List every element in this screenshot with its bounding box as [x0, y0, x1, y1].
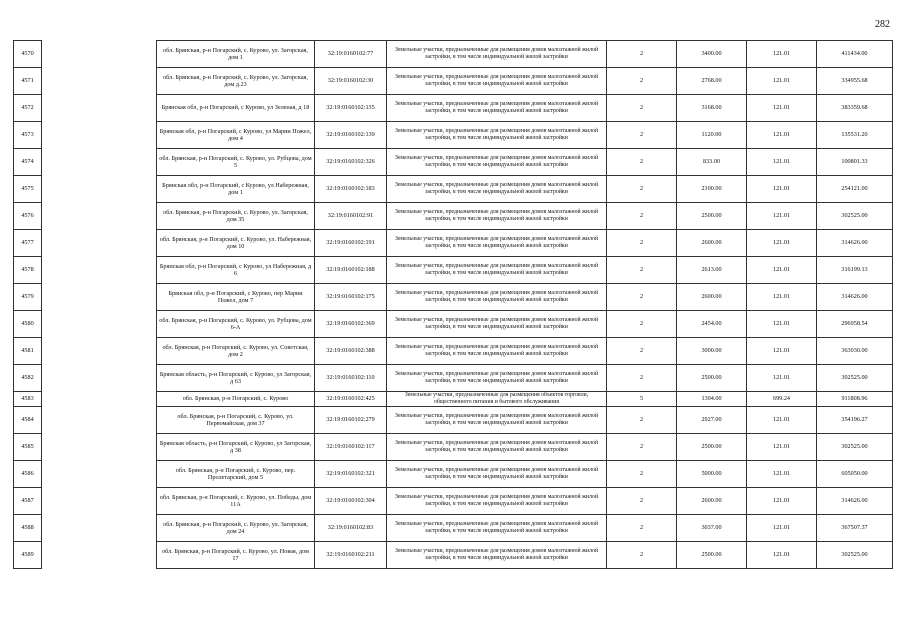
cadastral-number-cell: 32:19:0160102:191: [315, 230, 387, 257]
table-row: [14, 257, 893, 284]
area-cell: 3400.00: [677, 41, 747, 68]
cadastral-number-cell: 32:19:0160102:77: [315, 41, 387, 68]
cadastral-number-cell: 32:19:0160102:91: [315, 203, 387, 230]
specific-value-cell: 121.01: [747, 365, 817, 392]
cadastral-value-cell: 334955.68: [817, 68, 893, 95]
cadastral-number-cell: 32:19:0160102:211: [315, 542, 387, 569]
area-cell: 2768.00: [677, 68, 747, 95]
spacer-cell: [42, 515, 157, 542]
land-use-cell: Земельные участки, предназначенные для размещения домов малоэтажной жилой застройки, в том числе индивидуальной жилой застройки: [387, 149, 607, 176]
land-use-cell: Земельные участки, предназначенные для размещения домов малоэтажной жилой застройки, в том числе индивидуальной жилой застройки: [387, 284, 607, 311]
row-number-cell: 4576: [14, 203, 42, 230]
table-row: [14, 122, 893, 149]
group-cell: 2: [607, 488, 677, 515]
address-cell: Брянская обл, р-н Погарский, с Курово, пер Марии Пожел, дом 7: [157, 284, 315, 311]
specific-value-cell: 121.01: [747, 68, 817, 95]
area-cell: 2927.00: [677, 407, 747, 434]
group-cell: 2: [607, 338, 677, 365]
land-use-cell: Земельные участки, предназначенные для размещения домов малоэтажной жилой застройки, в том числе индивидуальной жилой застройки: [387, 203, 607, 230]
address-cell: Брянская обл, р-н Погарский, с Курово, ул Марии Пожел, дом 4: [157, 122, 315, 149]
spacer-cell: [42, 338, 157, 365]
address-cell: обл. Брянская, р-н Погарский, с. Курово, ул. Загорская, дом 1: [157, 41, 315, 68]
area-cell: 2600.00: [677, 488, 747, 515]
row-number-cell: 4570: [14, 41, 42, 68]
spacer-cell: [42, 122, 157, 149]
address-cell: обл. Брянская, р-н Погарский, с. Курово, ул. Рубцова, дом 5: [157, 149, 315, 176]
address-cell: Брянская обл, р-н Погарский, с Курово, ул Набережная, д 6: [157, 257, 315, 284]
spacer-cell: [42, 41, 157, 68]
area-cell: 3037.00: [677, 515, 747, 542]
area-cell: 3168.00: [677, 95, 747, 122]
spacer-cell: [42, 203, 157, 230]
group-cell: 2: [607, 257, 677, 284]
cadastral-number-cell: 32:19:0160102:139: [315, 122, 387, 149]
cadastral-number-cell: 32:19:0160102:369: [315, 311, 387, 338]
spacer-cell: [42, 176, 157, 203]
table-row: [14, 203, 893, 230]
row-number-cell: 4574: [14, 149, 42, 176]
row-number-cell: 4575: [14, 176, 42, 203]
cadastral-number-cell: 32:19:0160102:279: [315, 407, 387, 434]
table-row: [14, 176, 893, 203]
group-cell: 2: [607, 407, 677, 434]
land-use-cell: Земельные участки, предназначенные для размещения домов малоэтажной жилой застройки, в том числе индивидуальной жилой застройки: [387, 230, 607, 257]
spacer-cell: [42, 257, 157, 284]
table-row: [14, 41, 893, 68]
row-number-cell: 4585: [14, 434, 42, 461]
group-cell: 2: [607, 515, 677, 542]
row-number-cell: 4580: [14, 311, 42, 338]
table-row: [14, 515, 893, 542]
table-row: [14, 68, 893, 95]
area-cell: 2500.00: [677, 434, 747, 461]
area-cell: 5000.00: [677, 461, 747, 488]
specific-value-cell: 699.24: [747, 392, 817, 407]
cadastral-number-cell: 32:19:0160102:175: [315, 284, 387, 311]
spacer-cell: [42, 284, 157, 311]
address-cell: обл. Брянская, р-н Погарский, с. Курово, ул. Первомайская, дом 37: [157, 407, 315, 434]
cadastral-value-cell: 254121.00: [817, 176, 893, 203]
address-cell: обл. Брянская, р-н Погарский, с. Курово, ул. Загорская, дом 24: [157, 515, 315, 542]
group-cell: 2: [607, 230, 677, 257]
cadastral-number-cell: 32:19:0160102:110: [315, 365, 387, 392]
row-number-cell: 4571: [14, 68, 42, 95]
land-use-cell: Земельные участки, предназначенные для размещения объектов торговли, общественного питания и бытового обслуживания: [387, 392, 607, 407]
spacer-cell: [42, 365, 157, 392]
cadastral-value-cell: 314626.00: [817, 488, 893, 515]
cadastral-number-cell: 32:19:0160102:135: [315, 95, 387, 122]
specific-value-cell: 121.01: [747, 203, 817, 230]
cadastral-number-cell: 32:19:0160102:304: [315, 488, 387, 515]
table-body: [14, 41, 893, 569]
table-row: [14, 149, 893, 176]
cadastral-value-cell: 314626.00: [817, 284, 893, 311]
spacer-cell: [42, 542, 157, 569]
row-number-cell: 4577: [14, 230, 42, 257]
table-row: [14, 230, 893, 257]
row-number-cell: 4584: [14, 407, 42, 434]
table-row: [14, 407, 893, 434]
specific-value-cell: 121.01: [747, 338, 817, 365]
spacer-cell: [42, 461, 157, 488]
cadastral-number-cell: 32:19:0160102:326: [315, 149, 387, 176]
cadastral-value-table: [13, 40, 893, 569]
area-cell: 1120.00: [677, 122, 747, 149]
row-number-cell: 4583: [14, 392, 42, 407]
address-cell: обл. Брянская, р-н Погарский, с. Курово, ул. Набережная, дом 10: [157, 230, 315, 257]
specific-value-cell: 121.01: [747, 41, 817, 68]
specific-value-cell: 121.01: [747, 488, 817, 515]
specific-value-cell: 121.01: [747, 434, 817, 461]
address-cell: обл. Брянская, р-н Погарский, с. Курово, ул. Новая, дом 17: [157, 542, 315, 569]
row-number-cell: 4589: [14, 542, 42, 569]
specific-value-cell: 121.01: [747, 122, 817, 149]
table-row: [14, 284, 893, 311]
group-cell: 2: [607, 542, 677, 569]
land-use-cell: Земельные участки, предназначенные для размещения домов малоэтажной жилой застройки, в том числе индивидуальной жилой застройки: [387, 176, 607, 203]
spacer-cell: [42, 311, 157, 338]
table-row: [14, 95, 893, 122]
area-cell: 2600.00: [677, 284, 747, 311]
cadastral-value-cell: 316199.13: [817, 257, 893, 284]
cadastral-value-cell: 411434.00: [817, 41, 893, 68]
area-cell: 3000.00: [677, 338, 747, 365]
group-cell: 2: [607, 41, 677, 68]
area-cell: 833.00: [677, 149, 747, 176]
cadastral-value-cell: 383359.68: [817, 95, 893, 122]
specific-value-cell: 121.01: [747, 407, 817, 434]
address-cell: Брянская обл, р-н Погарский, с Курово, ул Набережная, дом 1: [157, 176, 315, 203]
group-cell: 5: [607, 392, 677, 407]
cadastral-number-cell: 32:19:0160102:425: [315, 392, 387, 407]
specific-value-cell: 121.01: [747, 176, 817, 203]
row-number-cell: 4588: [14, 515, 42, 542]
land-use-cell: Земельные участки, предназначенные для размещения домов малоэтажной жилой застройки, в том числе индивидуальной жилой застройки: [387, 338, 607, 365]
address-cell: Брянская область, р-н Погарский, с Курово, ул Загорская, д 63: [157, 365, 315, 392]
address-cell: обл. Брянская, р-н Погарский, с. Курово, пер. Пролетарский, дом 5: [157, 461, 315, 488]
land-use-cell: Земельные участки, предназначенные для размещения домов малоэтажной жилой застройки, в том числе индивидуальной жилой застройки: [387, 461, 607, 488]
row-number-cell: 4581: [14, 338, 42, 365]
row-number-cell: 4579: [14, 284, 42, 311]
cadastral-value-cell: 354196.27: [817, 407, 893, 434]
address-cell: обл. Брянская, р-н Погарский, с. Курово: [157, 392, 315, 407]
cadastral-value-cell: 135531.20: [817, 122, 893, 149]
table-row: [14, 542, 893, 569]
specific-value-cell: 121.01: [747, 515, 817, 542]
group-cell: 2: [607, 95, 677, 122]
table-row: [14, 365, 893, 392]
row-number-cell: 4586: [14, 461, 42, 488]
address-cell: обл. Брянская, р-н Погарский, с. Курово, ул. Загорская, дом 35: [157, 203, 315, 230]
area-cell: 2613.00: [677, 257, 747, 284]
table-row: [14, 311, 893, 338]
cadastral-number-cell: 32:19:0160102:388: [315, 338, 387, 365]
specific-value-cell: 121.01: [747, 542, 817, 569]
cadastral-value-cell: 367507.37: [817, 515, 893, 542]
land-use-cell: Земельные участки, предназначенные для размещения домов малоэтажной жилой застройки, в том числе индивидуальной жилой застройки: [387, 542, 607, 569]
cadastral-number-cell: 32:19:0160102:117: [315, 434, 387, 461]
address-cell: обл. Брянская, р-н Погарский, с. Курово, ул. Победы, дом 11А: [157, 488, 315, 515]
area-cell: 2454.00: [677, 311, 747, 338]
cadastral-value-cell: 302525.00: [817, 542, 893, 569]
group-cell: 2: [607, 149, 677, 176]
row-number-cell: 4587: [14, 488, 42, 515]
spacer-cell: [42, 68, 157, 95]
land-use-cell: Земельные участки, предназначенные для размещения домов малоэтажной жилой застройки, в том числе индивидуальной жилой застройки: [387, 365, 607, 392]
row-number-cell: 4572: [14, 95, 42, 122]
spacer-cell: [42, 488, 157, 515]
cadastral-value-cell: 302525.00: [817, 203, 893, 230]
group-cell: 2: [607, 122, 677, 149]
table-row: [14, 461, 893, 488]
group-cell: 2: [607, 68, 677, 95]
cadastral-value-cell: 302525.00: [817, 434, 893, 461]
row-number-cell: 4582: [14, 365, 42, 392]
row-number-cell: 4573: [14, 122, 42, 149]
land-use-cell: Земельные участки, предназначенные для размещения домов малоэтажной жилой застройки, в том числе индивидуальной жилой застройки: [387, 488, 607, 515]
cadastral-value-cell: 302525.00: [817, 365, 893, 392]
specific-value-cell: 121.01: [747, 284, 817, 311]
area-cell: 2500.00: [677, 203, 747, 230]
address-cell: Брянская область, р-н Погарский, с Курово, ул Загорская, д 38: [157, 434, 315, 461]
specific-value-cell: 121.01: [747, 257, 817, 284]
land-use-cell: Земельные участки, предназначенные для размещения домов малоэтажной жилой застройки, в том числе индивидуальной жилой застройки: [387, 41, 607, 68]
land-use-cell: Земельные участки, предназначенные для размещения домов малоэтажной жилой застройки, в том числе индивидуальной жилой застройки: [387, 95, 607, 122]
table-row: [14, 392, 893, 407]
cadastral-number-cell: 32:19:0160102:83: [315, 515, 387, 542]
spacer-cell: [42, 230, 157, 257]
specific-value-cell: 121.01: [747, 311, 817, 338]
group-cell: 2: [607, 365, 677, 392]
area-cell: 2100.00: [677, 176, 747, 203]
cadastral-number-cell: 32:19:0160102:321: [315, 461, 387, 488]
land-use-cell: Земельные участки, предназначенные для размещения домов малоэтажной жилой застройки, в том числе индивидуальной жилой застройки: [387, 122, 607, 149]
cadastral-number-cell: 32:19:0160102:30: [315, 68, 387, 95]
cadastral-value-cell: 314626.00: [817, 230, 893, 257]
group-cell: 2: [607, 311, 677, 338]
land-use-cell: Земельные участки, предназначенные для размещения домов малоэтажной жилой застройки, в том числе индивидуальной жилой застройки: [387, 68, 607, 95]
specific-value-cell: 121.01: [747, 95, 817, 122]
cadastral-value-cell: 100801.33: [817, 149, 893, 176]
cadastral-value-cell: 605050.00: [817, 461, 893, 488]
cadastral-value-cell: 911808.96: [817, 392, 893, 407]
row-number-cell: 4578: [14, 257, 42, 284]
cadastral-value-cell: 363030.00: [817, 338, 893, 365]
specific-value-cell: 121.01: [747, 230, 817, 257]
address-cell: Брянская обл, р-н Погарский, с Курово, ул Зеленая, д 18: [157, 95, 315, 122]
cadastral-value-cell: 296958.54: [817, 311, 893, 338]
land-use-cell: Земельные участки, предназначенные для размещения домов малоэтажной жилой застройки, в том числе индивидуальной жилой застройки: [387, 434, 607, 461]
address-cell: обл. Брянская, р-н Погарский, с. Курово, ул. Загорская, дом д.23: [157, 68, 315, 95]
land-use-cell: Земельные участки, предназначенные для размещения домов малоэтажной жилой застройки, в том числе индивидуальной жилой застройки: [387, 257, 607, 284]
spacer-cell: [42, 149, 157, 176]
spacer-cell: [42, 392, 157, 407]
cadastral-number-cell: 32:19:0160102:183: [315, 176, 387, 203]
area-cell: 2500.00: [677, 365, 747, 392]
land-use-cell: Земельные участки, предназначенные для размещения домов малоэтажной жилой застройки, в том числе индивидуальной жилой застройки: [387, 311, 607, 338]
area-cell: 2500.00: [677, 542, 747, 569]
specific-value-cell: 121.01: [747, 149, 817, 176]
group-cell: 2: [607, 176, 677, 203]
table-row: [14, 488, 893, 515]
spacer-cell: [42, 95, 157, 122]
address-cell: обл. Брянская, р-н Погарский, с. Курово, ул. Рубцова, дом 6-А: [157, 311, 315, 338]
page-number: 282: [875, 19, 890, 30]
cadastral-number-cell: 32:19:0160102:188: [315, 257, 387, 284]
address-cell: обл. Брянская, р-н Погарский, с. Курово, ул. Советская, дом 2: [157, 338, 315, 365]
spacer-cell: [42, 434, 157, 461]
area-cell: 1304.00: [677, 392, 747, 407]
spacer-cell: [42, 407, 157, 434]
group-cell: 2: [607, 434, 677, 461]
group-cell: 2: [607, 461, 677, 488]
specific-value-cell: 121.01: [747, 461, 817, 488]
group-cell: 2: [607, 203, 677, 230]
table-row: [14, 434, 893, 461]
table-row: [14, 338, 893, 365]
group-cell: 2: [607, 284, 677, 311]
area-cell: 2600.00: [677, 230, 747, 257]
land-use-cell: Земельные участки, предназначенные для размещения домов малоэтажной жилой застройки, в том числе индивидуальной жилой застройки: [387, 407, 607, 434]
land-use-cell: Земельные участки, предназначенные для размещения домов малоэтажной жилой застройки, в том числе индивидуальной жилой застройки: [387, 515, 607, 542]
